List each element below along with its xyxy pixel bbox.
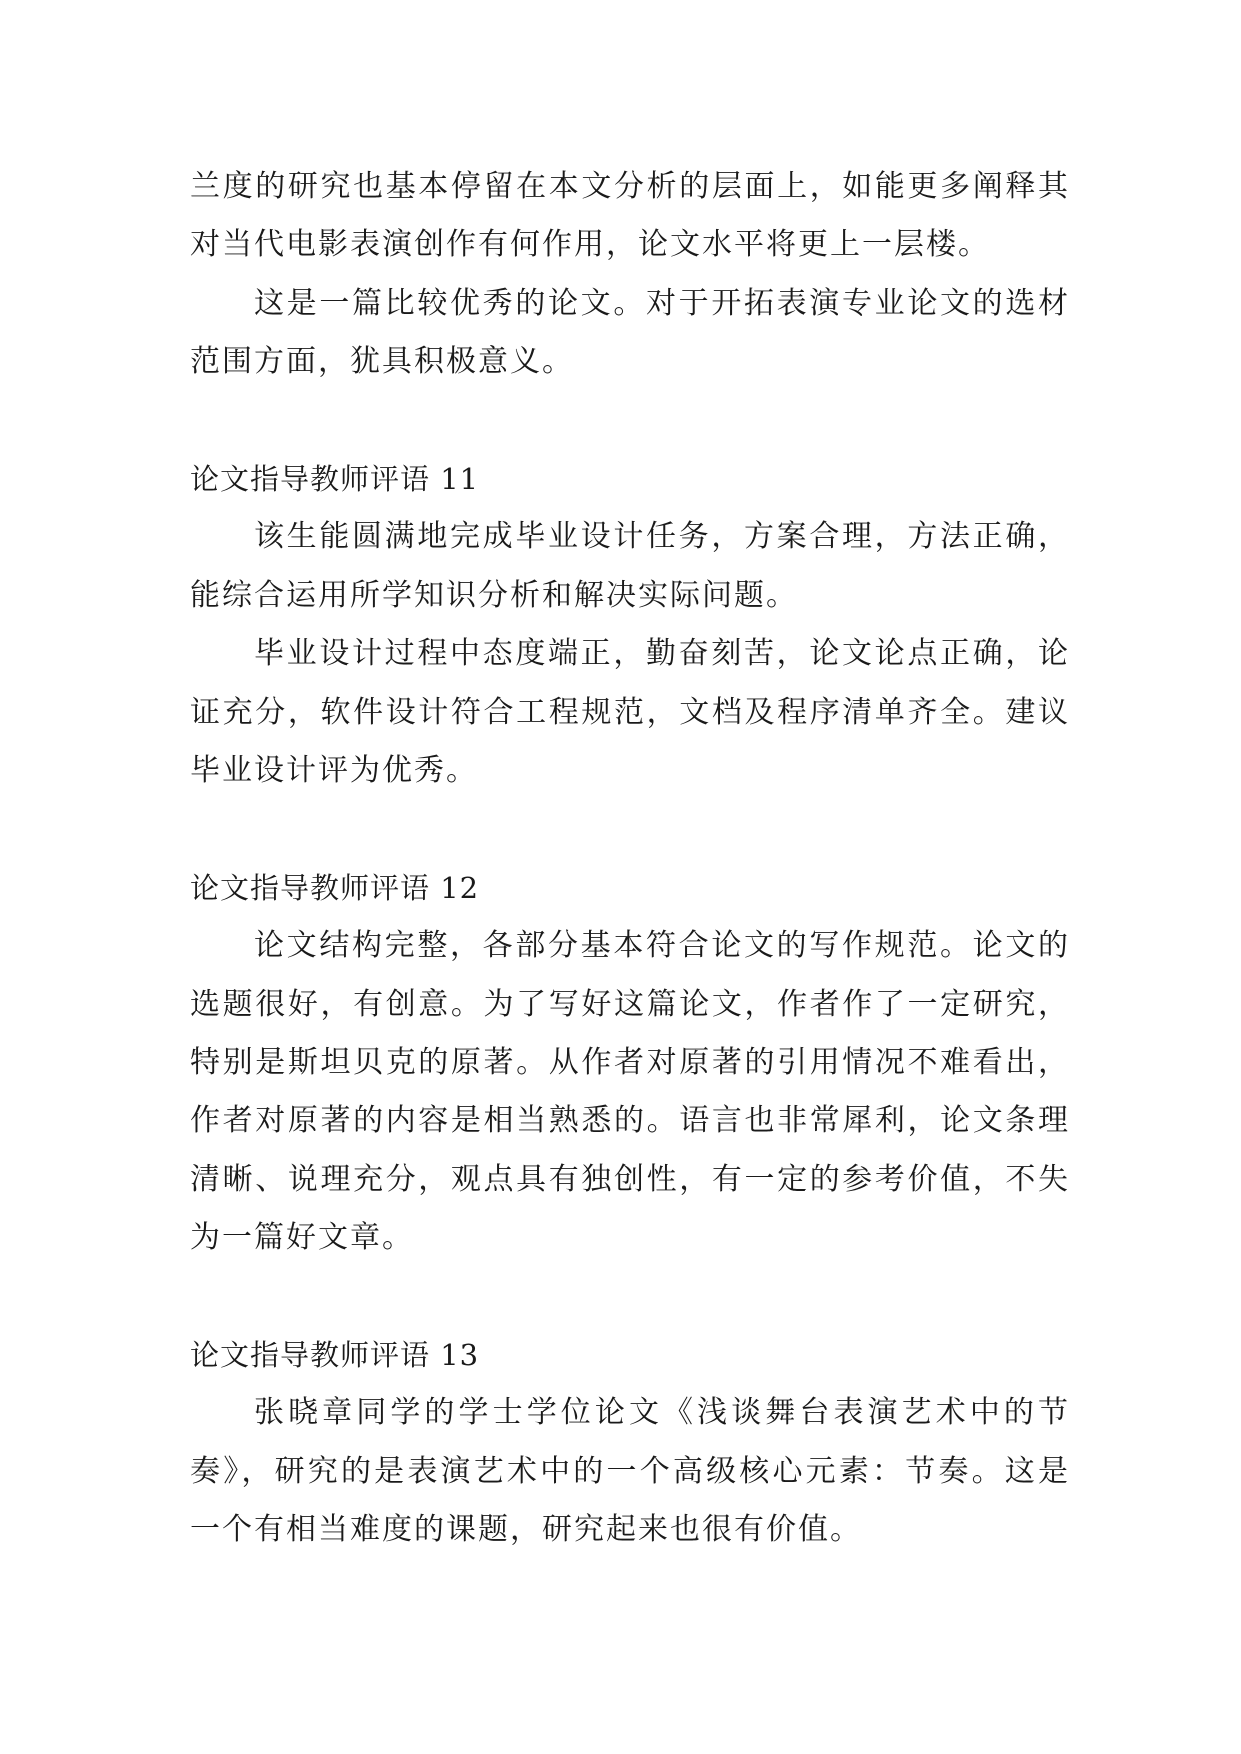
section-gap xyxy=(190,800,1070,858)
paragraph: 毕业设计过程中态度端正，勤奋刻苦，论文论点正确，论证充分，软件设计符合工程规范，文档及程序清单齐全。建议毕业设计评为优秀。 xyxy=(190,636,1070,789)
paragraph: 该生能圆满地完成毕业设计任务，方案合理，方法正确，能综合运用所学知识分析和解决实际问题。 xyxy=(190,519,1070,613)
section-heading-11: 论文指导教师评语 11 xyxy=(190,462,480,497)
document-body xyxy=(190,158,1070,1560)
section-gap xyxy=(190,1268,1070,1326)
section-heading-12: 论文指导教师评语 12 xyxy=(190,870,480,905)
section-heading-13: 论文指导教师评语 13 xyxy=(190,1338,480,1373)
paragraph: 这是一篇比较优秀的论文。对于开拓表演专业论文的选材范围方面，犹具积极意义。 xyxy=(190,285,1070,380)
paragraph-continued: 兰度的研究也基本停留在本文分析的层面上，如能更多阐释其对当代电影表演创作有何作用，论文水平将更上一层楼。 xyxy=(190,169,1070,263)
paragraph: 张晓章同学的学士学位论文《浅谈舞台表演艺术中的节奏》，研究的是表演艺术中的一个高级核心元素：节奏。这是一个有相当难度的课题，研究起来也很有价值。 xyxy=(190,1395,1070,1548)
section-gap xyxy=(190,392,1070,450)
paragraph: 论文结构完整，各部分基本符合论文的写作规范。论文的选题很好，有创意。为了写好这篇论文，作者作了一定研究，特别是斯坦贝克的原著。从作者对原著的引用情况不难看出，作者对原著的内容是相当熟悉的。语言也非常犀利，论文条理清晰、说理充分，观点具有独创性，有一定的参考价值，不失为一篇好文章。 xyxy=(190,928,1070,1256)
